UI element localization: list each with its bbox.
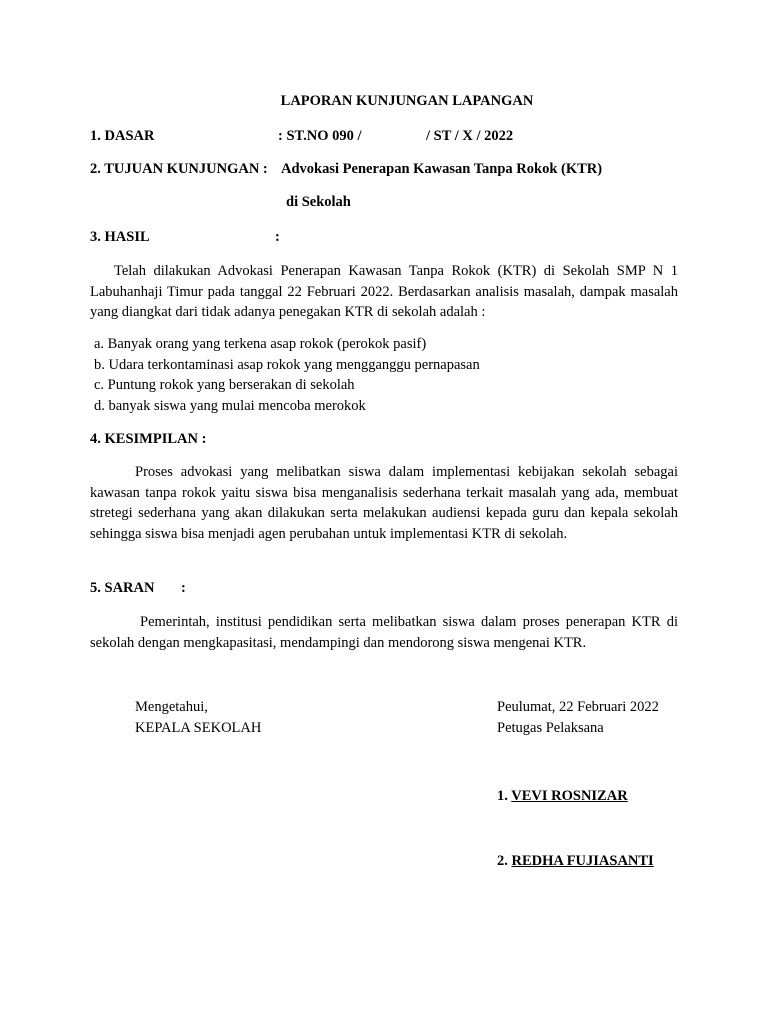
hasil-label: 3. HASIL <box>90 229 150 245</box>
dasar-value-suffix: / ST / X / 2022 <box>426 128 514 144</box>
officer-entry <box>497 788 628 805</box>
signature-right-line1: Peulumat, 22 Februari 2022 <box>497 699 659 715</box>
tujuan-value-continued: di Sekolah <box>286 194 351 210</box>
dasar-value: : ST.NO 090 / <box>278 128 362 144</box>
officer-number: 1. <box>497 788 508 804</box>
list-item: d. banyak siswa yang mulai mencoba merokok <box>94 398 366 414</box>
hasil-colon: : <box>275 229 280 245</box>
list-item: c. Puntung rokok yang berserakan di sekolah <box>94 377 355 393</box>
list-item: a. Banyak orang yang terkena asap rokok (perokok pasif) <box>94 336 427 352</box>
kesimpulan-label: 4. KESIMPILAN : <box>90 431 207 447</box>
officer-name: VEVI ROSNIZAR <box>511 788 628 804</box>
list-item: b. Udara terkontaminasi asap rokok yang mengganggu pernapasan <box>94 357 480 373</box>
signature-left-line2: KEPALA SEKOLAH <box>135 720 262 736</box>
saran-paragraph: Pemerintah, institusi pendidikan serta melibatkan siswa dalam proses penerapan KTR di sekolah dengan mengkapasitasi, mendampingi dan mendorong siswa mengenai KTR. <box>90 614 678 651</box>
officer-entry <box>497 853 654 870</box>
hasil-paragraph: Telah dilakukan Advokasi Penerapan Kawasan Tanpa Rokok (KTR) di Sekolah SMP N 1 Labuhanhaji Timur pada tanggal 22 Februari 2022. Berdasarkan analisis masalah, dampak masalah yang diangkat dari tidak adanya penegakan KTR di sekolah adalah : <box>90 263 678 320</box>
officer-number: 2. <box>497 853 508 869</box>
officer-name: REDHA FUJIASANTI <box>511 853 654 869</box>
signature-right-line2: Petugas Pelaksana <box>497 720 604 736</box>
document-title: LAPORAN KUNJUNGAN LAPANGAN <box>280 93 534 109</box>
tujuan-label: 2. TUJUAN KUNJUNGAN : <box>90 161 268 177</box>
signature-left-line1: Mengetahui, <box>135 699 208 715</box>
tujuan-value: Advokasi Penerapan Kawasan Tanpa Rokok (KTR) <box>281 161 603 177</box>
saran-label: 5. SARAN <box>90 580 155 596</box>
saran-colon: : <box>181 580 186 596</box>
dasar-label: 1. DASAR <box>90 128 155 144</box>
kesimpulan-paragraph: Proses advokasi yang melibatkan siswa dalam implementasi kebijakan sekolah sebagai kawasan tanpa rokok yaitu siswa bisa menganalisis sederhana terkait masalah yang ada, membuat stretegi sederhana yang akan dilakukan serta melakukan audiensi kepada guru dan kepala sekolah sehingga siswa bisa menjadi agen perubahan untuk implementasi KTR di sekolah. <box>90 464 678 542</box>
